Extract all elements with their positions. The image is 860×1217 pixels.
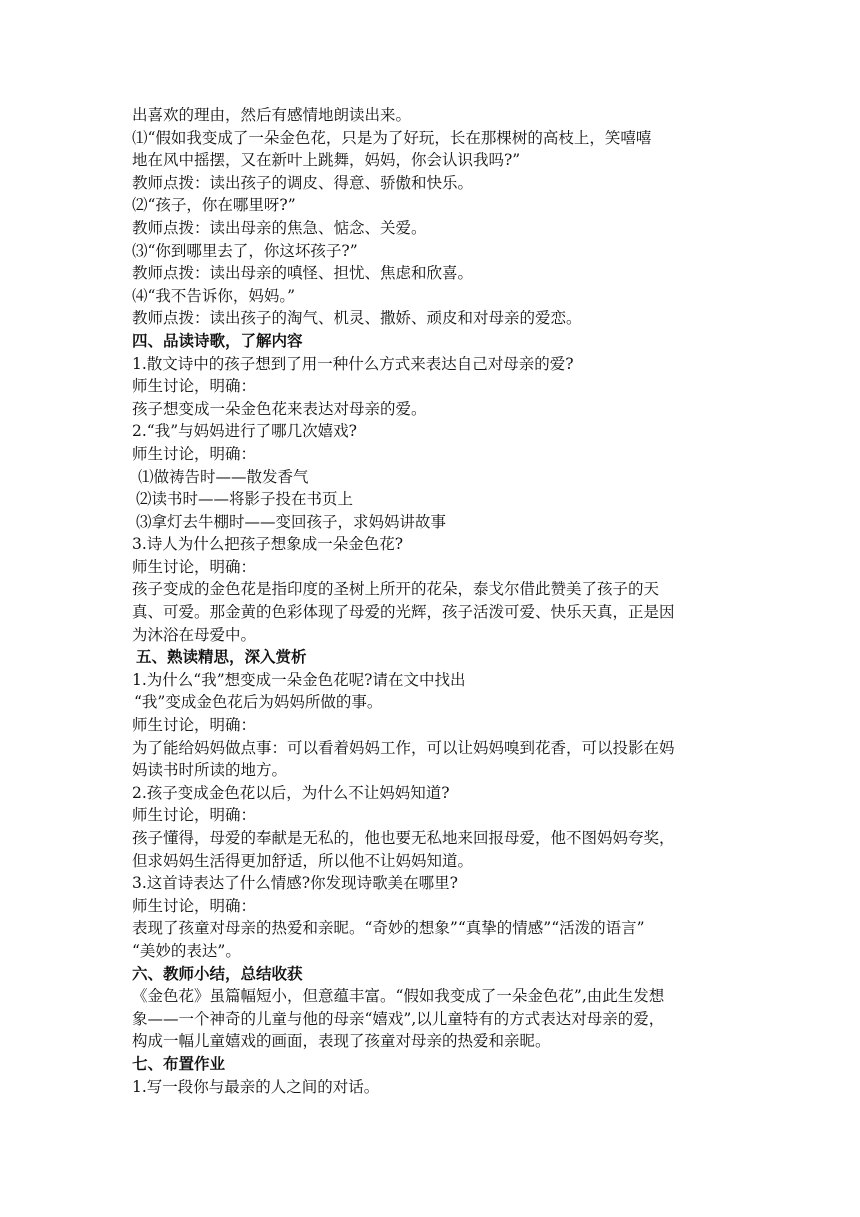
answer-line: 为了能给妈妈做点事：可以看着妈妈工作，可以让妈妈嗅到花香，可以投影在妈	[132, 738, 675, 757]
section-heading-5: 五、熟读精思，深入赏析	[136, 648, 307, 667]
question-line: 2.孩子变成金色花以后，为什么不让妈妈知道?	[132, 783, 450, 802]
section-heading-6: 六、教师小结，总结收获	[132, 964, 303, 983]
teacher-note: 教师点拨：读出孩子的淘气、机灵、撒娇、顽皮和对母亲的爱恋。	[132, 309, 582, 328]
answer-line: 孩子变成的金色花是指印度的圣树上所开的花朵，泰戈尔借此赞美了孩子的天	[132, 580, 660, 599]
homework-item: 1.写一段你与最亲的人之间的对话。	[132, 1077, 380, 1096]
paragraph-line: 出喜欢的理由，然后有感情地朗读出来。	[132, 106, 412, 124]
question-line: 1.散文诗中的孩子想到了用一种什么方式来表达自己对母亲的爱?	[132, 354, 574, 373]
discussion-label: 师生讨论，明确：	[132, 716, 257, 735]
discussion-label: 师生讨论，明确：	[132, 444, 257, 463]
quote-1-line: ⑴“假如我变成了一朵金色花，只是为了好玩，长在那棵树的高枝上，笑嘻嘻	[132, 128, 652, 147]
answer-line: 真、可爱。那金黄的色彩体现了母爱的光辉，孩子活泼可爱、快乐天真，正是因	[132, 603, 675, 622]
quote-1-line: 地在风中摇摆，又在新叶上跳舞，妈妈，你会认识我吗?”	[132, 151, 521, 170]
answer-line: 妈读书时所读的地方。	[132, 761, 288, 780]
question-line: 3.诗人为什么把孩子想象成一朵金色花?	[132, 535, 404, 554]
discussion-label: 师生讨论，明确：	[132, 557, 257, 576]
summary-line: 构成一幅儿童嬉戏的画面，表现了孩童对母亲的热爱和亲昵。	[132, 1032, 551, 1051]
section-heading-7: 七、布置作业	[132, 1054, 226, 1073]
teacher-note: 教师点拨：读出母亲的嗔怪、担忧、焦虑和欣喜。	[132, 264, 474, 283]
answer-list-item: ⑶拿灯去牛棚时——变回孩子，求妈妈讲故事	[136, 512, 447, 531]
question-line: 3.这首诗表达了什么情感?你发现诗歌美在哪里?	[132, 874, 458, 893]
quote-2-line: ⑵“孩子，你在哪里呀?”	[132, 196, 296, 215]
teacher-note: 教师点拨：读出母亲的焦急、惦念、关爱。	[132, 218, 427, 237]
section-heading-4: 四、品读诗歌，了解内容	[132, 331, 303, 350]
question-line: 2.“我”与妈妈进行了哪几次嬉戏?	[132, 422, 357, 441]
quote-4-line: ⑷“我不告诉你，妈妈。”	[132, 286, 296, 305]
answer-line: “美妙的表达”。	[132, 941, 241, 960]
question-line: 1.为什么“我”想变成一朵金色花呢?请在文中找出	[132, 670, 466, 689]
teacher-note: 教师点拨：读出孩子的调皮、得意、骄傲和快乐。	[132, 173, 474, 192]
answer-line: 孩子想变成一朵金色花来表达对母亲的爱。	[132, 399, 427, 418]
summary-line: 《金色花》虽篇幅短小，但意蕴丰富。“假如我变成了一朵金色花”,由此生发想	[132, 987, 665, 1006]
answer-list-item: ⑴做祷告时——散发香气	[138, 467, 309, 486]
discussion-label: 师生讨论，明确：	[132, 806, 257, 825]
answer-list-item: ⑵读书时——将影子投在书页上	[136, 490, 354, 509]
question-line: “我”变成金色花后为妈妈所做的事。	[134, 693, 383, 712]
summary-line: 象——一个神奇的儿童与他的母亲“嬉戏”,以儿童特有的方式表达对母亲的爱，	[132, 1009, 665, 1028]
answer-line: 表现了孩童对母亲的热爱和亲昵。“奇妙的想象”“真挚的情感”“活泼的语言”	[132, 919, 645, 938]
answer-line: 为沐浴在母爱中。	[132, 625, 257, 644]
quote-3-line: ⑶“你到哪里去了，你这坏孩子?”	[132, 241, 358, 260]
answer-line: 但求妈妈生活得更加舒适，所以他不让妈妈知道。	[132, 851, 474, 870]
document-page	[132, 104, 732, 1098]
answer-line: 孩子懂得，母爱的奉献是无私的，他也要无私地来回报母爱，他不图妈妈夸奖，	[132, 829, 675, 847]
discussion-label: 师生讨论，明确：	[132, 896, 257, 915]
discussion-label: 师生讨论，明确：	[132, 377, 257, 396]
